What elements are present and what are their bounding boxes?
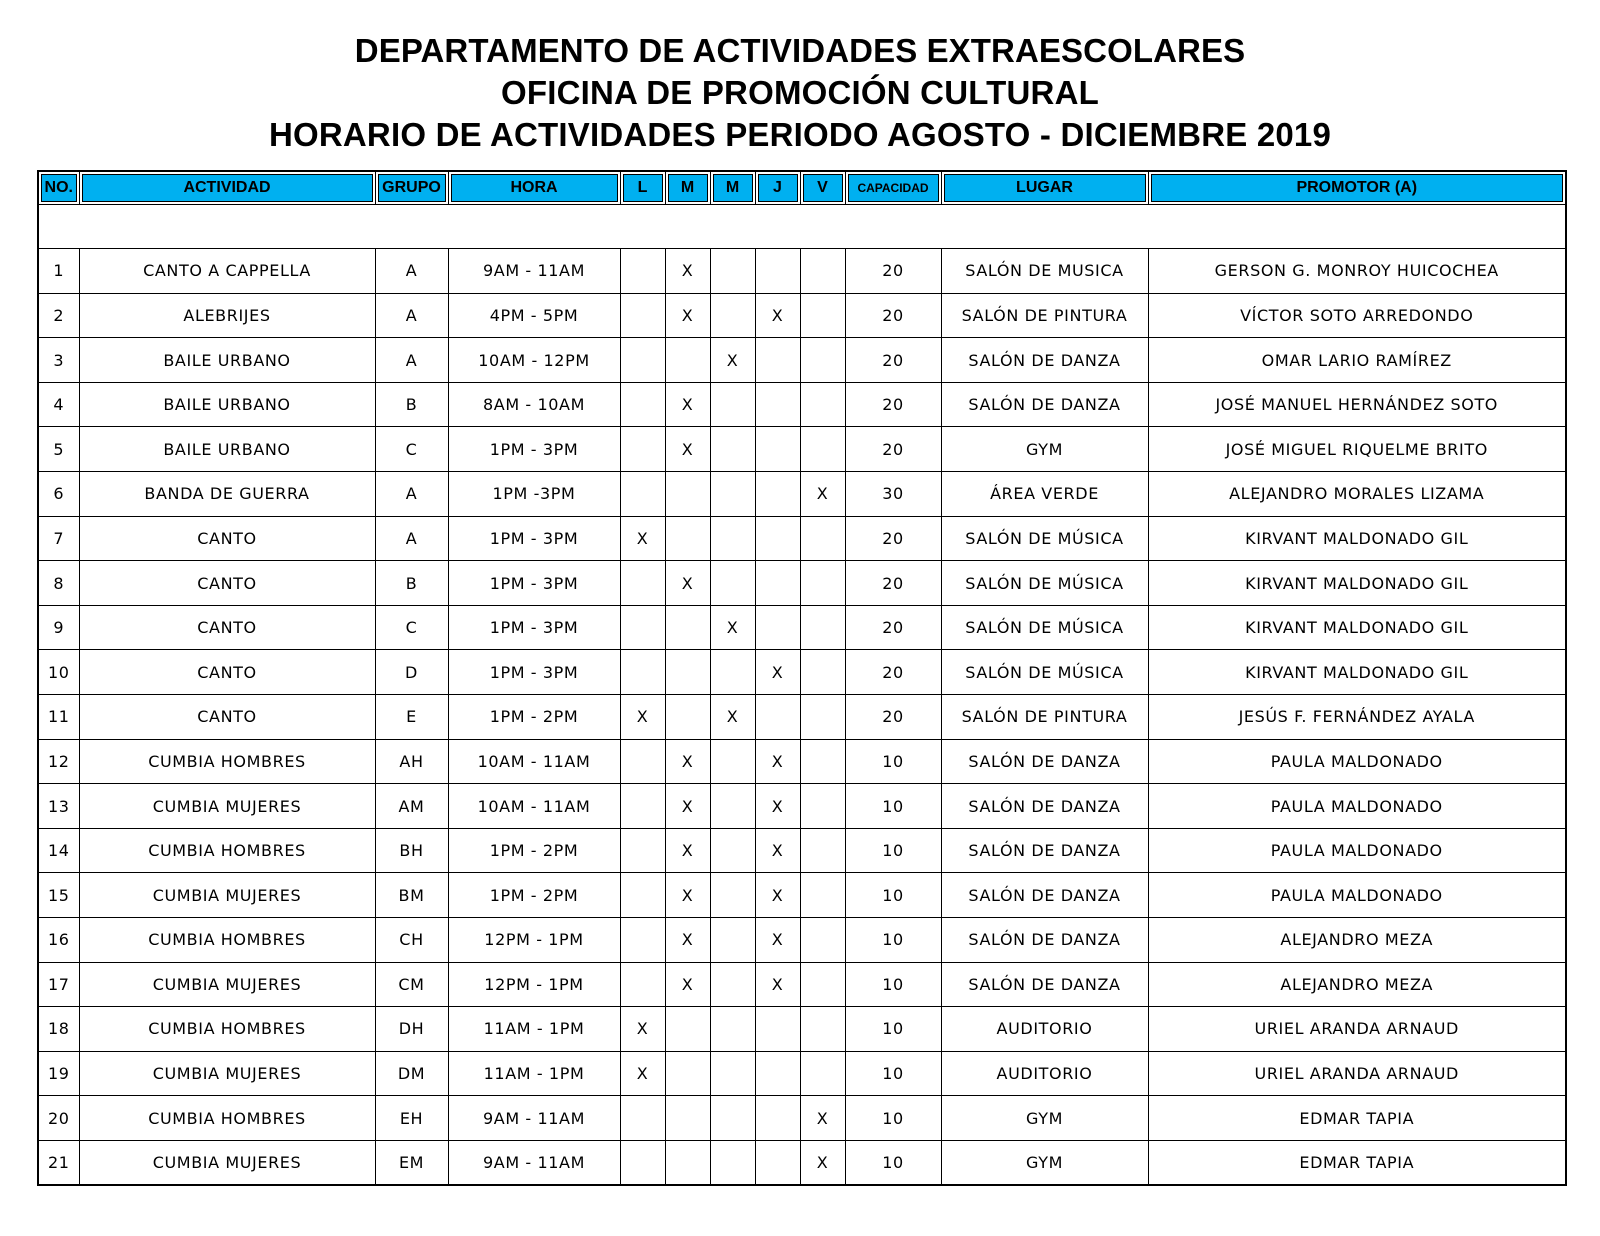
col-header-martes: M [665,171,710,204]
cell-grupo: E [375,695,448,740]
cell-actividad: CUMBIA HOMBRES [79,739,375,784]
cell-martes [665,472,710,517]
cell-no: 1 [38,249,79,294]
cell-viernes [800,828,845,873]
cell-hora: 1PM - 3PM [448,427,620,472]
col-header-no: NO. [38,171,79,204]
cell-viernes [800,338,845,383]
cell-lunes [620,293,665,338]
cell-viernes [800,739,845,784]
cell-grupo: C [375,427,448,472]
cell-lunes [620,338,665,383]
cell-hora: 9AM - 11AM [448,249,620,294]
cell-jueves [755,338,800,383]
cell-promotor: ALEJANDRO MEZA [1148,918,1566,963]
cell-actividad: CANTO [79,516,375,561]
cell-lugar: ÁREA VERDE [941,472,1148,517]
cell-martes: X [665,784,710,829]
cell-capacidad: 20 [845,561,941,606]
cell-capacidad: 20 [845,516,941,561]
cell-actividad: CUMBIA MUJERES [79,1051,375,1096]
cell-lugar: AUDITORIO [941,1007,1148,1052]
cell-jueves [755,472,800,517]
cell-lunes [620,784,665,829]
cell-jueves [755,249,800,294]
cell-no: 18 [38,1007,79,1052]
cell-hora: 1PM -3PM [448,472,620,517]
table-row [38,828,1566,873]
cell-martes [665,338,710,383]
cell-actividad: CANTO [79,605,375,650]
table-row [38,1096,1566,1141]
table-row [38,650,1566,695]
cell-hora: 9AM - 11AM [448,1140,620,1185]
cell-promotor: KIRVANT MALDONADO GIL [1148,516,1566,561]
cell-capacidad: 10 [845,784,941,829]
cell-martes: X [665,427,710,472]
cell-capacidad: 10 [845,873,941,918]
cell-grupo: DM [375,1051,448,1096]
col-header-jueves: J [755,171,800,204]
cell-viernes [800,427,845,472]
cell-promotor: EDMAR TAPIA [1148,1140,1566,1185]
cell-no: 5 [38,427,79,472]
cell-capacidad: 20 [845,605,941,650]
cell-actividad: CANTO [79,695,375,740]
cell-actividad: CANTO [79,561,375,606]
cell-jueves: X [755,918,800,963]
cell-no: 4 [38,382,79,427]
cell-promotor: KIRVANT MALDONADO GIL [1148,561,1566,606]
cell-actividad: CUMBIA HOMBRES [79,918,375,963]
cell-actividad: CUMBIA HOMBRES [79,1007,375,1052]
table-row [38,249,1566,294]
cell-miercoles [710,962,755,1007]
cell-miercoles [710,1096,755,1141]
table-row [38,918,1566,963]
cell-jueves: X [755,739,800,784]
cell-viernes [800,650,845,695]
cell-no: 17 [38,962,79,1007]
cell-no: 10 [38,650,79,695]
cell-lugar: SALÓN DE MÚSICA [941,650,1148,695]
cell-promotor: EDMAR TAPIA [1148,1096,1566,1141]
cell-lunes: X [620,516,665,561]
cell-jueves [755,1051,800,1096]
cell-viernes [800,293,845,338]
cell-lugar: SALÓN DE DANZA [941,828,1148,873]
cell-lunes [620,249,665,294]
cell-miercoles [710,1140,755,1185]
cell-lunes [620,561,665,606]
cell-miercoles [710,516,755,561]
cell-capacidad: 10 [845,1007,941,1052]
table-row [38,695,1566,740]
table-header-row [38,171,1566,204]
table-row [38,1140,1566,1185]
cell-no: 11 [38,695,79,740]
col-header-miercoles: M [710,171,755,204]
cell-promotor: ALEJANDRO MEZA [1148,962,1566,1007]
col-header-lugar: LUGAR [941,171,1148,204]
cell-capacidad: 10 [845,828,941,873]
cell-grupo: A [375,293,448,338]
cell-grupo: AH [375,739,448,784]
cell-martes [665,605,710,650]
cell-martes: X [665,918,710,963]
cell-lugar: SALÓN DE DANZA [941,382,1148,427]
cell-grupo: A [375,249,448,294]
cell-hora: 1PM - 2PM [448,695,620,740]
cell-lunes: X [620,695,665,740]
cell-promotor: KIRVANT MALDONADO GIL [1148,650,1566,695]
cell-capacidad: 20 [845,695,941,740]
cell-jueves [755,1140,800,1185]
cell-no: 13 [38,784,79,829]
cell-lunes [620,918,665,963]
cell-grupo: EM [375,1140,448,1185]
cell-hora: 1PM - 3PM [448,516,620,561]
cell-viernes [800,1051,845,1096]
table-row [38,472,1566,517]
cell-viernes [800,784,845,829]
cell-jueves [755,516,800,561]
cell-hora: 10AM - 11AM [448,784,620,829]
cell-hora: 1PM - 3PM [448,561,620,606]
table-row [38,382,1566,427]
cell-martes [665,516,710,561]
document-header [0,30,1600,156]
cell-grupo: C [375,605,448,650]
cell-capacidad: 10 [845,918,941,963]
cell-capacidad: 10 [845,739,941,784]
cell-jueves: X [755,962,800,1007]
cell-viernes [800,918,845,963]
cell-no: 14 [38,828,79,873]
cell-lugar: SALÓN DE DANZA [941,784,1148,829]
cell-no: 15 [38,873,79,918]
cell-martes: X [665,739,710,784]
cell-hora: 8AM - 10AM [448,382,620,427]
cell-lunes [620,605,665,650]
cell-capacidad: 20 [845,293,941,338]
schedule-table [37,170,1567,1186]
cell-viernes [800,1007,845,1052]
cell-miercoles [710,784,755,829]
cell-actividad: CUMBIA HOMBRES [79,828,375,873]
cell-lugar: GYM [941,1140,1148,1185]
cell-hora: 11AM - 1PM [448,1007,620,1052]
cell-promotor: PAULA MALDONADO [1148,739,1566,784]
cell-hora: 1PM - 2PM [448,828,620,873]
office-title: OFICINA DE PROMOCIÓN CULTURAL [501,74,1099,111]
cell-promotor: PAULA MALDONADO [1148,784,1566,829]
cell-actividad: BANDA DE GUERRA [79,472,375,517]
cell-lunes [620,873,665,918]
cell-viernes [800,873,845,918]
cell-viernes: X [800,1140,845,1185]
cell-actividad: CUMBIA MUJERES [79,1140,375,1185]
cell-lunes [620,739,665,784]
table-row [38,739,1566,784]
cell-hora: 12PM - 1PM [448,918,620,963]
cell-capacidad: 10 [845,1140,941,1185]
cell-miercoles [710,249,755,294]
cell-viernes: X [800,472,845,517]
cell-viernes [800,382,845,427]
cell-jueves [755,427,800,472]
table-row [38,427,1566,472]
cell-jueves: X [755,873,800,918]
cell-lunes [620,472,665,517]
col-header-actividad: ACTIVIDAD [79,171,375,204]
cell-martes: X [665,382,710,427]
cell-actividad: BAILE URBANO [79,338,375,383]
col-header-hora: HORA [448,171,620,204]
cell-lugar: SALÓN DE MÚSICA [941,561,1148,606]
cell-miercoles [710,873,755,918]
cell-lunes [620,1140,665,1185]
cell-lunes [620,382,665,427]
cell-grupo: A [375,472,448,517]
cell-miercoles [710,1051,755,1096]
cell-capacidad: 20 [845,650,941,695]
table-row [38,1007,1566,1052]
cell-jueves [755,605,800,650]
cell-capacidad: 20 [845,249,941,294]
col-header-viernes: V [800,171,845,204]
cell-no: 7 [38,516,79,561]
cell-lunes [620,962,665,1007]
cell-lugar: SALÓN DE MUSICA [941,249,1148,294]
cell-viernes [800,695,845,740]
cell-jueves [755,1007,800,1052]
table-row [38,516,1566,561]
cell-lunes: X [620,1007,665,1052]
cell-no: 9 [38,605,79,650]
cell-viernes [800,962,845,1007]
cell-promotor: URIEL ARANDA ARNAUD [1148,1007,1566,1052]
cell-promotor: JESÚS F. FERNÁNDEZ AYALA [1148,695,1566,740]
cell-martes: X [665,561,710,606]
cell-hora: 1PM - 2PM [448,873,620,918]
cell-miercoles [710,427,755,472]
cell-promotor: PAULA MALDONADO [1148,873,1566,918]
cell-actividad: ALEBRIJES [79,293,375,338]
cell-lunes [620,828,665,873]
cell-actividad: CUMBIA HOMBRES [79,1096,375,1141]
cell-capacidad: 30 [845,472,941,517]
department-title: DEPARTAMENTO DE ACTIVIDADES EXTRAESCOLARES [354,32,1246,69]
cell-martes [665,1096,710,1141]
cell-lugar: SALÓN DE PINTURA [941,695,1148,740]
cell-martes: X [665,873,710,918]
cell-miercoles: X [710,338,755,383]
cell-hora: 12PM - 1PM [448,962,620,1007]
cell-promotor: PAULA MALDONADO [1148,828,1566,873]
cell-grupo: D [375,650,448,695]
cell-jueves: X [755,784,800,829]
col-header-lunes: L [620,171,665,204]
cell-no: 6 [38,472,79,517]
cell-lugar: SALÓN DE DANZA [941,918,1148,963]
cell-promotor: JOSÉ MIGUEL RIQUELME BRITO [1148,427,1566,472]
cell-actividad: CANTO [79,650,375,695]
cell-hora: 4PM - 5PM [448,293,620,338]
cell-capacidad: 20 [845,382,941,427]
cell-hora: 9AM - 11AM [448,1096,620,1141]
cell-lugar: GYM [941,1096,1148,1141]
cell-hora: 10AM - 11AM [448,739,620,784]
cell-miercoles [710,382,755,427]
cell-promotor: VÍCTOR SOTO ARREDONDO [1148,293,1566,338]
cell-jueves: X [755,293,800,338]
cell-jueves [755,561,800,606]
cell-martes [665,650,710,695]
cell-capacidad: 10 [845,1051,941,1096]
cell-lugar: SALÓN DE DANZA [941,873,1148,918]
col-header-grupo: GRUPO [375,171,448,204]
cell-lunes: X [620,1051,665,1096]
cell-martes [665,1051,710,1096]
cell-lugar: SALÓN DE PINTURA [941,293,1148,338]
cell-no: 2 [38,293,79,338]
cell-grupo: B [375,382,448,427]
cell-actividad: CUMBIA MUJERES [79,784,375,829]
col-header-promotor: PROMOTOR (A) [1148,171,1566,204]
cell-lunes [620,427,665,472]
cell-promotor: KIRVANT MALDONADO GIL [1148,605,1566,650]
cell-hora: 1PM - 3PM [448,650,620,695]
cell-actividad: BAILE URBANO [79,427,375,472]
cell-lugar: SALÓN DE MÚSICA [941,516,1148,561]
cell-lugar: SALÓN DE DANZA [941,962,1148,1007]
cell-promotor: JOSÉ MANUEL HERNÁNDEZ SOTO [1148,382,1566,427]
table-row [38,338,1566,383]
table-row [38,784,1566,829]
cell-grupo: EH [375,1096,448,1141]
cell-jueves [755,382,800,427]
cell-hora: 11AM - 1PM [448,1051,620,1096]
cell-actividad: BAILE URBANO [79,382,375,427]
cell-lugar: SALÓN DE DANZA [941,739,1148,784]
cell-martes: X [665,962,710,1007]
cell-jueves [755,1096,800,1141]
cell-no: 12 [38,739,79,784]
cell-hora: 10AM - 12PM [448,338,620,383]
cell-grupo: AM [375,784,448,829]
cell-miercoles: X [710,605,755,650]
cell-lugar: AUDITORIO [941,1051,1148,1096]
cell-lunes [620,1096,665,1141]
cell-viernes [800,605,845,650]
cell-miercoles [710,828,755,873]
cell-jueves [755,695,800,740]
cell-martes [665,1007,710,1052]
cell-miercoles [710,739,755,784]
cell-capacidad: 20 [845,338,941,383]
cell-lugar: SALÓN DE MÚSICA [941,605,1148,650]
cell-grupo: CH [375,918,448,963]
cell-grupo: CM [375,962,448,1007]
cell-miercoles [710,472,755,517]
cell-capacidad: 20 [845,427,941,472]
table-row [38,605,1566,650]
cell-miercoles [710,1007,755,1052]
cell-no: 21 [38,1140,79,1185]
cell-martes: X [665,249,710,294]
table-row [38,1051,1566,1096]
cell-grupo: BM [375,873,448,918]
cell-no: 8 [38,561,79,606]
cell-grupo: B [375,561,448,606]
cell-no: 3 [38,338,79,383]
cell-martes [665,695,710,740]
cell-lugar: GYM [941,427,1148,472]
table-row [38,293,1566,338]
table-row [38,873,1566,918]
cell-viernes [800,516,845,561]
table-body [38,204,1566,1185]
cell-miercoles [710,650,755,695]
cell-jueves: X [755,828,800,873]
cell-grupo: A [375,516,448,561]
cell-miercoles: X [710,695,755,740]
table-row [38,561,1566,606]
cell-actividad: CANTO A CAPPELLA [79,249,375,294]
cell-actividad: CUMBIA MUJERES [79,962,375,1007]
cell-grupo: DH [375,1007,448,1052]
table-row [38,962,1566,1007]
cell-viernes: X [800,1096,845,1141]
cell-miercoles [710,561,755,606]
col-header-capacidad: CAPACIDAD [845,171,941,204]
cell-miercoles [710,918,755,963]
cell-martes: X [665,293,710,338]
cell-grupo: A [375,338,448,383]
cell-promotor: GERSON G. MONROY HUICOCHEA [1148,249,1566,294]
schedule-title: HORARIO DE ACTIVIDADES PERIODO AGOSTO - DICIEMBRE 2019 [268,116,1332,153]
cell-miercoles [710,293,755,338]
cell-no: 20 [38,1096,79,1141]
cell-capacidad: 10 [845,962,941,1007]
cell-jueves: X [755,650,800,695]
cell-promotor: ALEJANDRO MORALES LIZAMA [1148,472,1566,517]
cell-promotor: OMAR LARIO RAMÍREZ [1148,338,1566,383]
cell-no: 19 [38,1051,79,1096]
cell-martes [665,1140,710,1185]
cell-grupo: BH [375,828,448,873]
cell-viernes [800,249,845,294]
cell-viernes [800,561,845,606]
cell-actividad: CUMBIA MUJERES [79,873,375,918]
cell-martes: X [665,828,710,873]
cell-capacidad: 10 [845,1096,941,1141]
cell-hora: 1PM - 3PM [448,605,620,650]
cell-lunes [620,650,665,695]
cell-no: 16 [38,918,79,963]
cell-lugar: SALÓN DE DANZA [941,338,1148,383]
cell-promotor: URIEL ARANDA ARNAUD [1148,1051,1566,1096]
